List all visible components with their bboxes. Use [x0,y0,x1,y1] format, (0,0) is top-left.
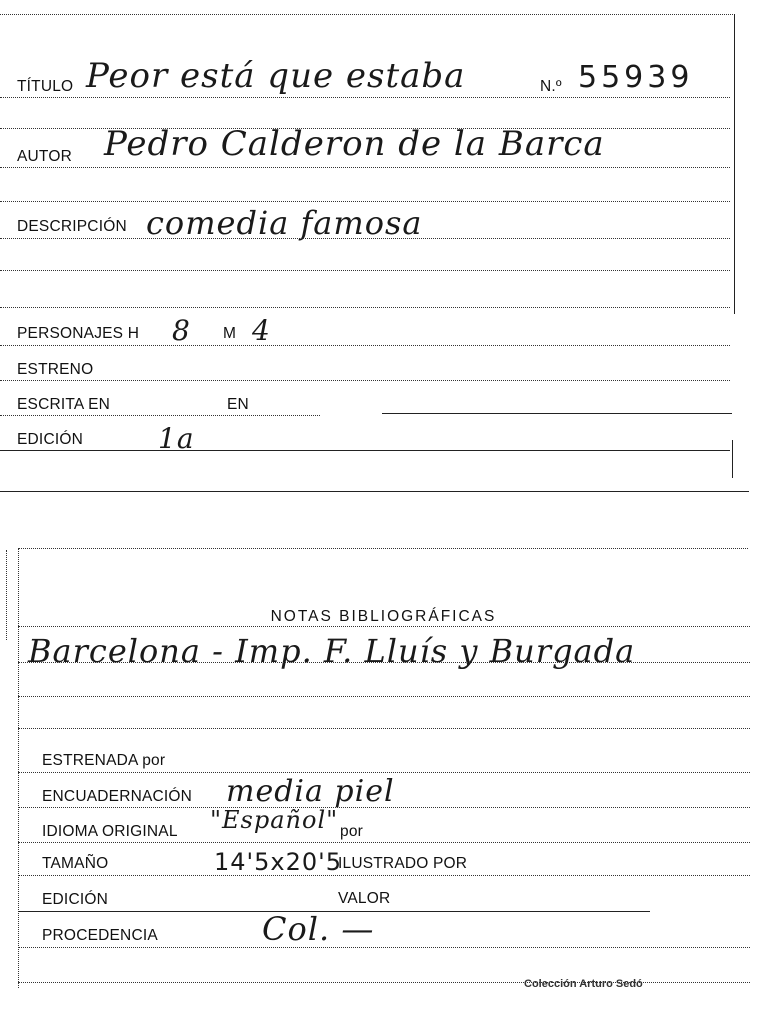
procedencia-label: PROCEDENCIA [42,927,158,944]
estreno-underline [0,380,730,381]
edicion-value: 1a [158,422,195,455]
idioma-underline [18,842,750,843]
card-edge-mark [6,550,7,640]
edicion-back-label: EDICIÓN [42,891,108,908]
escrita-underline [0,415,320,416]
rule-line [18,728,750,729]
idioma-por-label: por [340,823,364,840]
idioma-label: IDIOMA ORIGINAL [42,823,178,840]
card-top-border [0,14,735,15]
rule-line [0,307,730,308]
personajes-m-value: 4 [252,314,271,347]
estreno-label: ESTRENO [17,361,94,378]
catalog-card-back [0,510,759,1028]
rule-line [0,201,730,202]
rule-line [18,696,750,697]
valor-label: VALOR [338,890,391,907]
rule-line [18,626,750,627]
notas-underline [18,662,750,663]
card-top-border [18,548,748,549]
encuadernacion-label: ENCUADERNACIÓN [42,788,193,805]
tamano-label: TAMAÑO [42,855,109,872]
tamano-underline [18,875,750,876]
notas-title: NOTAS BIBLIOGRÁFICAS [270,608,497,625]
personajes-label: PERSONAJES H [17,325,140,342]
encuadernacion-value: media piel [226,774,395,809]
escrita-en-label: EN [227,396,249,413]
numero-value: 55939 [578,60,694,95]
autor-value: Pedro Calderon de la Barca [104,124,605,164]
card-right-border-lower [732,440,733,478]
edicion-underline [0,450,730,451]
autor-underline [0,167,730,168]
titulo-label: TÍTULO [17,78,74,95]
collection-footer: Colección Arturo Sedó [524,978,643,990]
card-right-border [734,14,735,314]
descripcion-underline [0,238,730,239]
procedencia-value: Col. — [262,910,375,948]
estrenada-underline [18,772,750,773]
personajes-h-value: 8 [172,314,191,347]
descripcion-value: comedia famosa [146,204,423,242]
numero-label: N.º [540,78,562,95]
estrenada-label: ESTRENADA por [42,752,166,769]
personajes-m-label: M [223,325,237,342]
descripcion-label: DESCRIPCIÓN [17,218,127,235]
notas-value: Barcelona - Imp. F. Lluís y Burgada [28,632,636,670]
card-bottom-edge [0,491,749,492]
titulo-underline [0,97,730,98]
escrita-label: ESCRITA EN [17,396,111,413]
autor-label: AUTOR [17,148,72,165]
edicion-label: EDICIÓN [17,431,83,448]
catalog-card-front [0,0,759,492]
rule-line [0,270,730,271]
procedencia-underline [18,947,750,948]
idioma-value: "Español" [210,806,339,834]
personajes-underline [0,345,730,346]
titulo-value: Peor está que estaba [86,56,466,96]
escrita-underline-right [382,413,732,414]
encuadernacion-underline [18,807,750,808]
ilustrado-label: ILUSTRADO POR [338,855,468,872]
tamano-value: 14'5x20'5 [214,848,343,876]
